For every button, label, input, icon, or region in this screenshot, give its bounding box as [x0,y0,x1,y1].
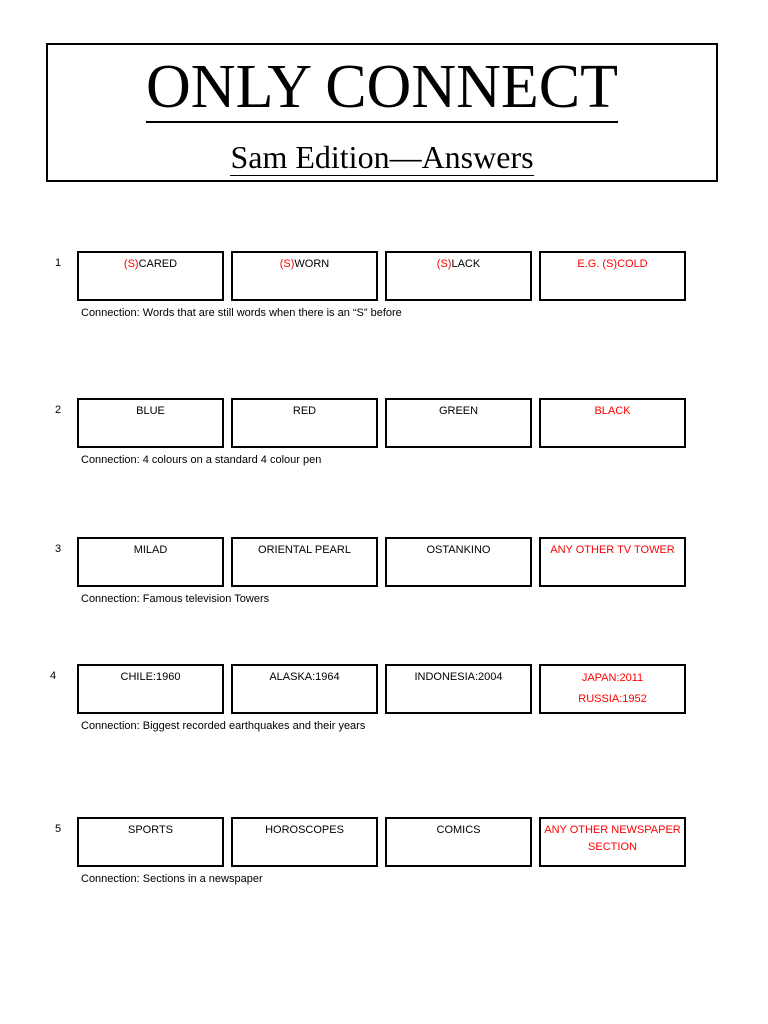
page-subtitle-text: Sam Edition—Answers [230,139,534,175]
clue-text: HOROSCOPES [265,824,344,836]
round-number: 3 [55,543,62,555]
connection-text: Connection: Sections in a newspaper [81,873,263,885]
answer-line-1: BLACK [594,405,631,417]
answer-line-1: ANY OTHER TV TOWER [550,544,675,556]
clue-box [77,664,224,714]
clue-text: CHILE:1960 [120,671,181,683]
clue-box [231,537,378,587]
clue-box [231,817,378,867]
clue-box [385,537,532,587]
clue-text: INDONESIA:2004 [414,671,503,683]
round-number: 5 [55,823,62,835]
clue-box [77,817,224,867]
round-3 [0,537,768,627]
clue-text: CARED [138,258,178,270]
connection-text: Connection: Words that are still words when there is an “S” before [81,307,402,319]
clue-text: COMICS [436,824,481,836]
answer-box [539,251,686,301]
clue-text: ORIENTAL PEARL [258,544,351,556]
clue-text: WORN [294,258,330,270]
clue-text: SPORTS [127,824,174,836]
clue-text: ALASKA:1964 [269,671,340,683]
page-subtitle [48,140,716,174]
round-5 [0,817,768,907]
clue-text: OSTANKINO [426,544,491,556]
answer-line-1: ANY OTHER NEWSPAPER [544,824,681,836]
round-4 [0,664,768,754]
clue-box [385,664,532,714]
clue-text: RED [292,405,317,417]
clue-box [231,398,378,448]
answer-box [539,537,686,587]
clue-prefix: (S) [279,258,295,270]
clue-text: MILAD [133,544,168,556]
clue-prefix: (S) [436,258,452,270]
clue-box [77,251,224,301]
clue-box [77,537,224,587]
round-number: 4 [50,670,57,682]
clue-box [385,251,532,301]
title-box [46,43,718,182]
clue-prefix: (S) [123,258,139,270]
connection-text: Connection: Biggest recorded earthquakes and their years [81,720,366,732]
page-title-text: ONLY CONNECT [146,53,618,121]
answer-line-1: JAPAN:2011 [581,672,644,684]
round-number: 1 [55,257,62,269]
connection-text: Connection: Famous television Towers [81,593,270,605]
clue-box [77,398,224,448]
clue-text: LACK [451,258,481,270]
page-title [48,55,716,119]
answer-box [539,664,686,714]
answer-line-1: E.G. (S)COLD [577,258,648,270]
clue-box [385,817,532,867]
answer-line-2: RUSSIA:1952 [578,693,647,705]
clue-box [231,664,378,714]
round-1 [0,251,768,341]
answer-box [539,398,686,448]
connection-text: Connection: 4 colours on a standard 4 colour pen [81,454,322,466]
clue-text: BLUE [136,405,165,417]
answer-line-2: SECTION [588,841,637,853]
answer-box [539,817,686,867]
round-2 [0,398,768,488]
clue-text: GREEN [438,405,479,417]
clue-box [385,398,532,448]
round-number: 2 [55,404,62,416]
clue-box [231,251,378,301]
